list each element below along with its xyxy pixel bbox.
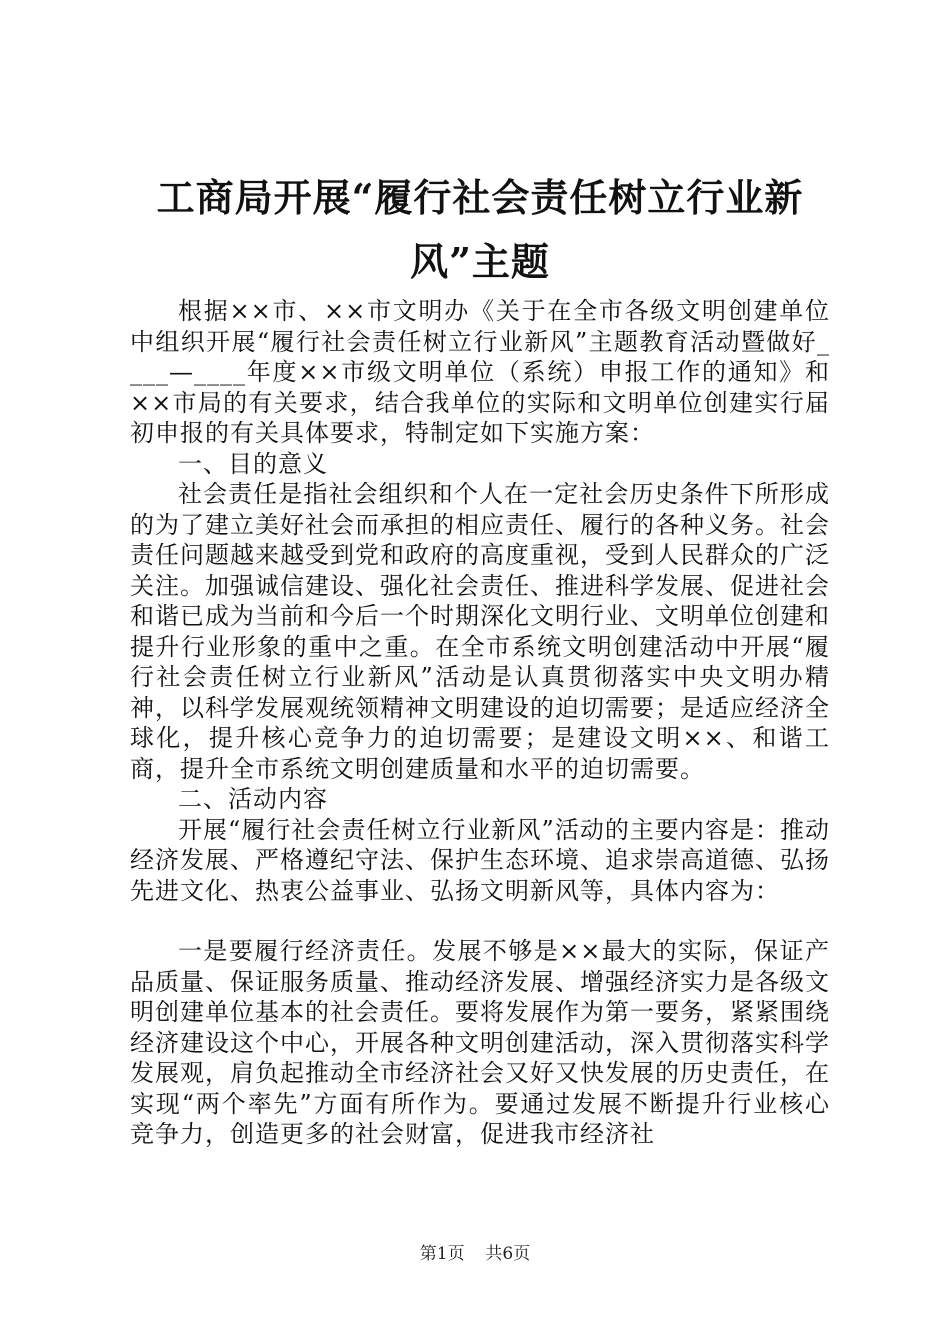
section-heading-content: 二、活动内容	[178, 785, 328, 813]
document-title: 工商局开展“履行社会责任树立行业新风”主题	[156, 175, 804, 284]
page-total: 共6页	[485, 1244, 531, 1264]
document-body	[130, 296, 830, 1150]
economic-responsibility-paragraph: 一是要履行经济责任。发展不够是××最大的实际，保证产品质量、保证服务质量、推动经济发展、增强经济实力是各级文明创建单位基本的社会责任。要将发展作为第一要务，紧紧围绕经济建设这个中心，开展各种文明创建活动，深入贯彻落实科学发展观，肩负起推动全市经济社会又好又快发展的历史责任，在实现“两个率先”方面有所作为。要通过发展不断提升行业核心竞争力，创造更多的社会财富，促进我市经济社	[130, 937, 830, 1148]
purpose-paragraph: 社会责任是指社会组织和个人在一定社会历史条件下所形成的为了建立美好社会而承担的相应责任、履行的各种义务。社会责任问题越来越受到党和政府的高度重视，受到人民群众的广泛关注。加强诚信建设、强化社会责任、推进科学发展、促进社会和谐已成为当前和今后一个时期深化文明行业、文明单位创建和提升行业形象的重中之重。在全市系统文明创建活动中开展“履行社会责任树立行业新风”活动是认真贯彻落实中央文明办精神，以科学发展观统领精神文明建设的迫切需要；是适应经济全球化，提升核心竞争力的迫切需要；是建设文明××、和谐工商，提升全市系统文明创建质量和水平的迫切需要。	[130, 480, 830, 783]
page-footer	[0, 1242, 950, 1266]
section-heading-purpose: 一、目的意义	[178, 449, 328, 478]
page-number: 第1页	[419, 1244, 465, 1264]
intro-paragraph: 根据××市、××市文明办《关于在全市各级文明创建单位中组织开展“履行社会责任树立行业新风”主题教育活动暨做好____—____年度××市级文明单位（系统）申报工作的通知》和××市局的有关要求，结合我单位的实际和文明单位创建实行届初申报的有关具体要求，特制定如下实施方案：	[130, 297, 830, 447]
content-paragraph: 开展“履行社会责任树立行业新风”活动的主要内容是：推动经济发展、严格遵纪守法、保护生态环境、追求崇高道德、弘扬先进文化、热衷公益事业、弘扬文明新风等，具体内容为：	[130, 815, 830, 905]
